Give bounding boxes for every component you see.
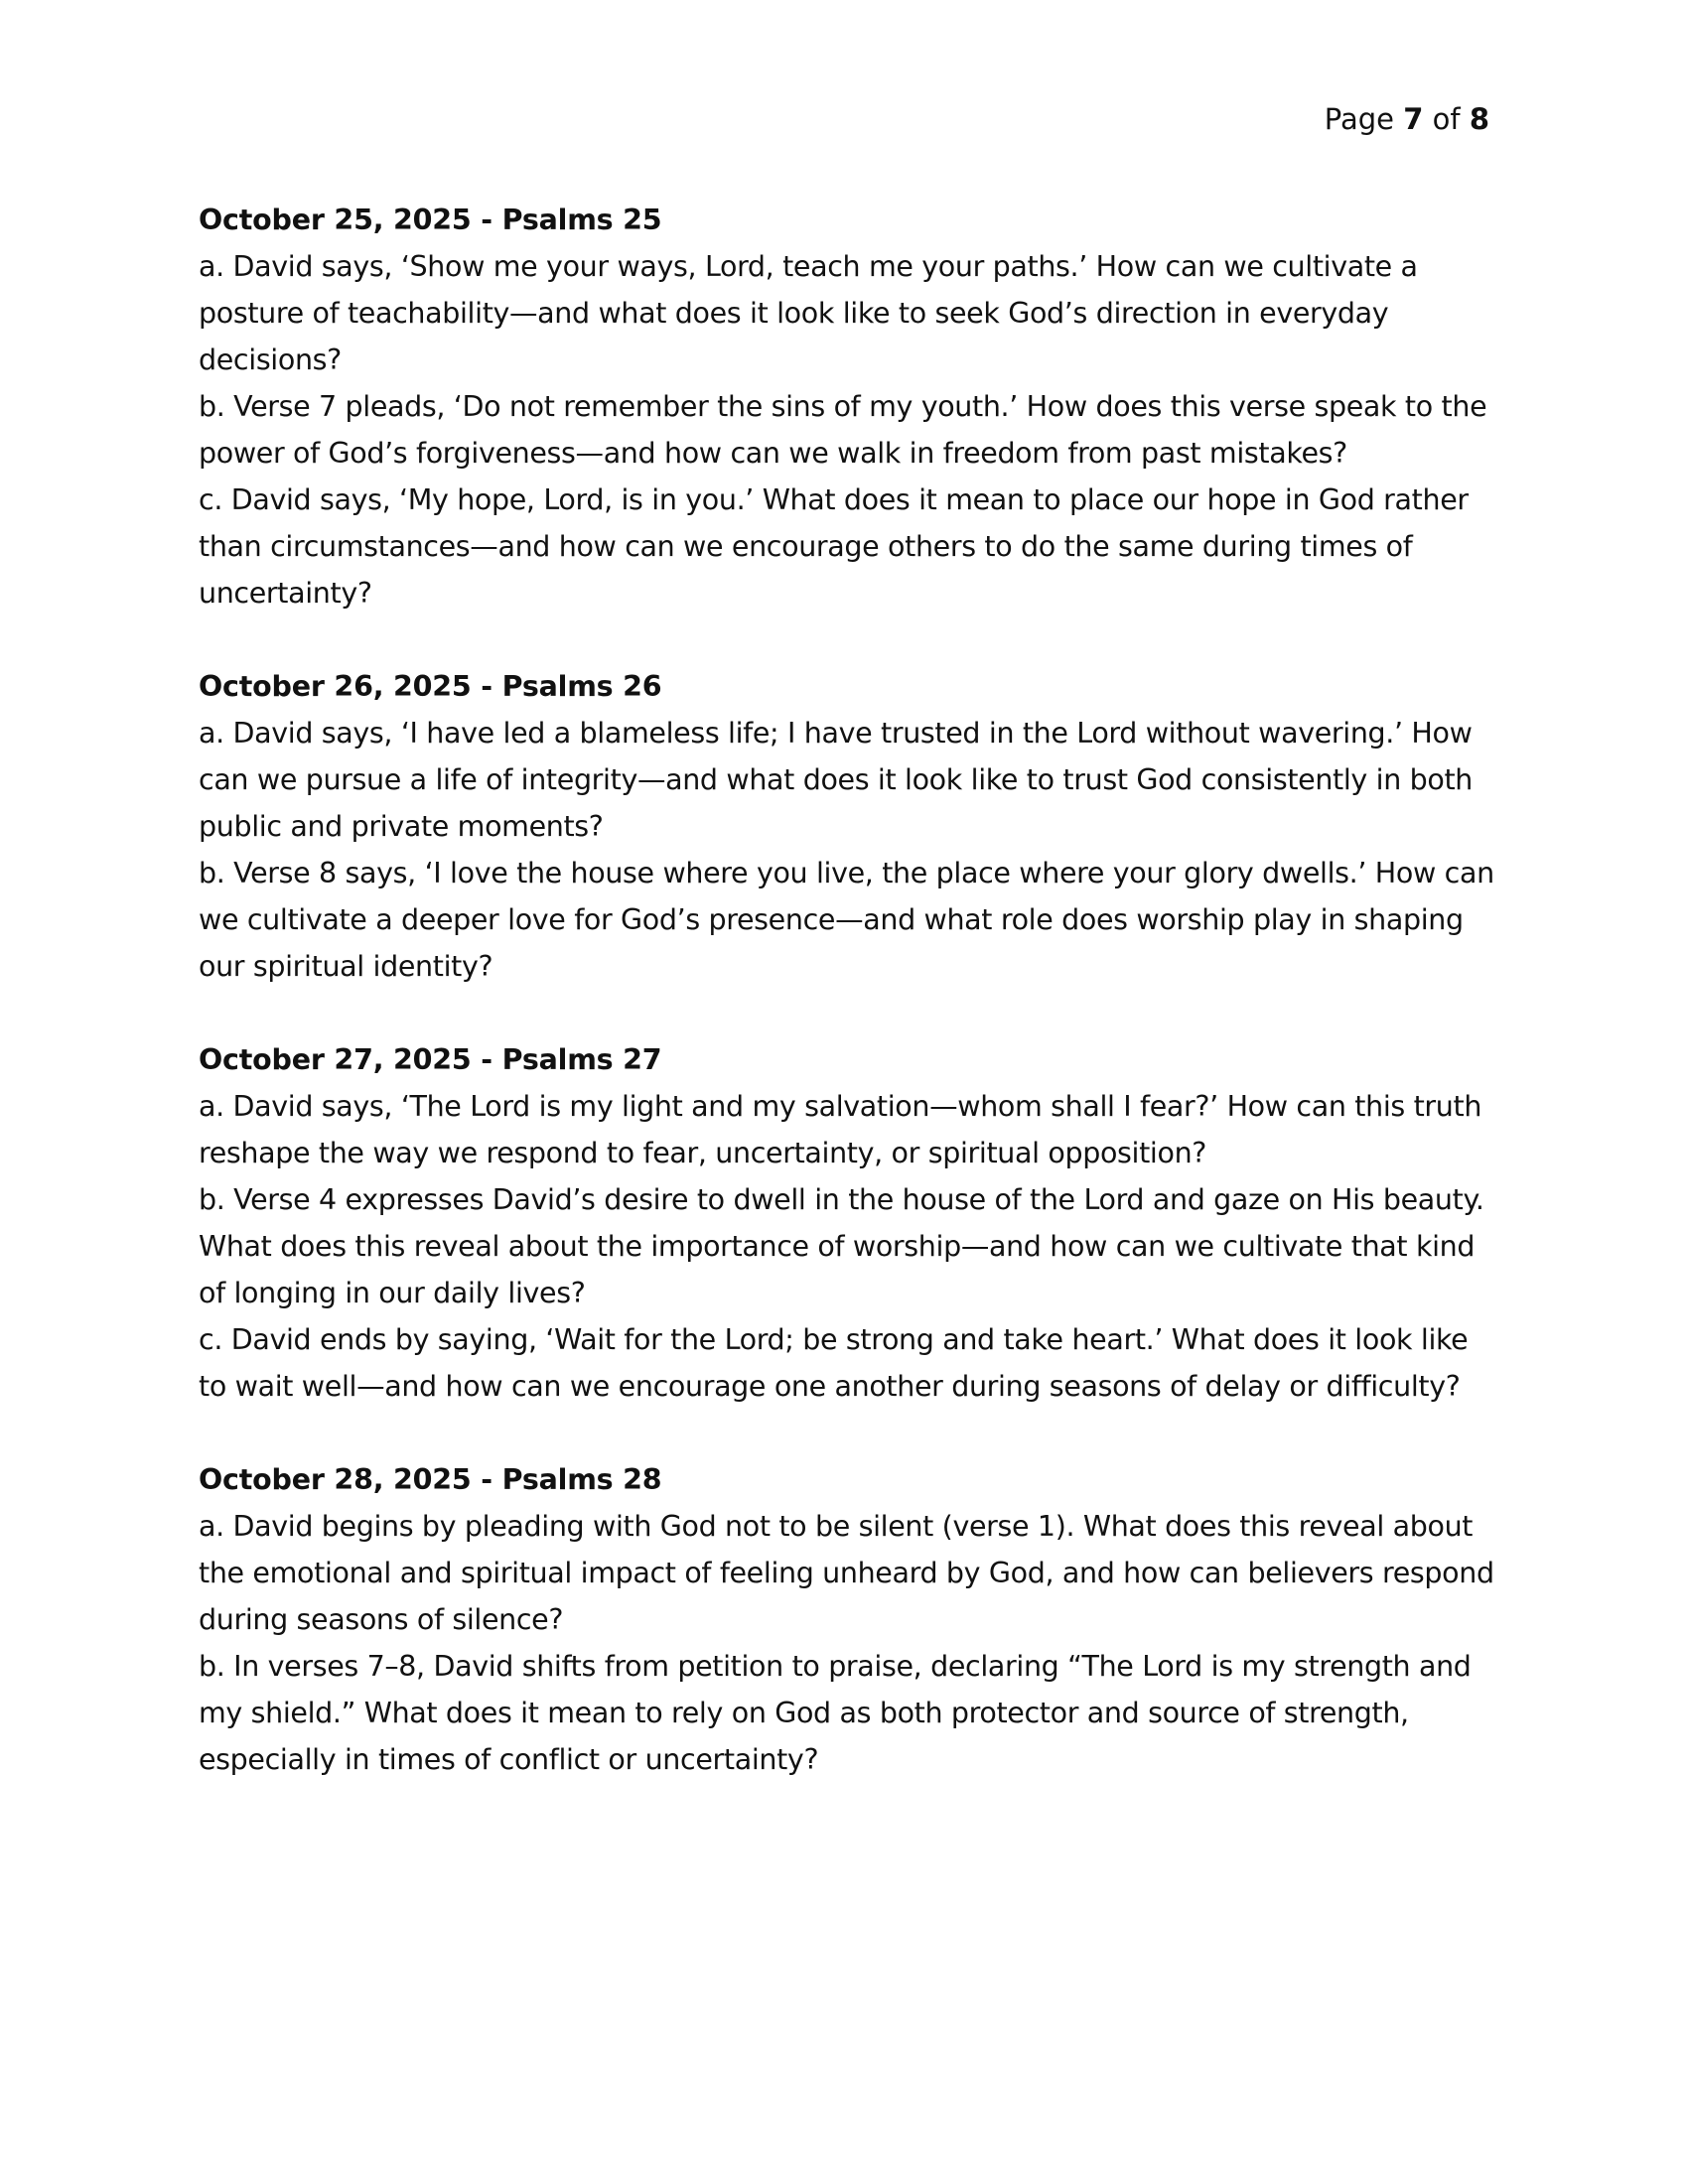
- page-number-current: 7: [1403, 102, 1424, 136]
- entry-october-25: [199, 197, 1499, 616]
- question-item: b. Verse 4 expresses David’s desire to dwell in the house of the Lord and gaze on His beauty. What does this reveal about the importance of worship—and how can we cultivate that kind of longing in our daily lives?: [199, 1183, 1484, 1309]
- question-item: a. David says, ‘I have led a blameless life; I have trusted in the Lord without wavering.’ How can we pursue a life of integrity—and what does it look like to trust God consistently in both public and private moments?: [199, 717, 1474, 843]
- question-item: c. David ends by saying, ‘Wait for the Lord; be strong and take heart.’ What does it look like to wait well—and how can we encourage one another during seasons of delay or difficulty?: [199, 1323, 1469, 1403]
- page-number-prefix: Page: [1324, 102, 1395, 136]
- entry-october-28: [199, 1456, 1499, 1783]
- entry-heading: October 25, 2025 - Psalms 25: [199, 204, 662, 236]
- question-item: b. Verse 7 pleads, ‘Do not remember the sins of my youth.’ How does this verse speak to the power of God’s forgiveness—and how can we walk in freedom from past mistakes?: [199, 390, 1487, 470]
- page-number-total: 8: [1469, 102, 1489, 136]
- question-item: c. David says, ‘My hope, Lord, is in you.’ What does it mean to place our hope in God rather than circumstances—and how can we encourage others to do the same during times of uncertainty?: [199, 483, 1469, 610]
- entry-heading: October 27, 2025 - Psalms 27: [199, 1043, 662, 1076]
- question-item: b. Verse 8 says, ‘I love the house where you live, the place where your glory dwells.’ How can we cultivate a deeper love for God’s presence—and what role does worship play in shaping our spiritual identity?: [199, 857, 1494, 983]
- entry-october-26: [199, 663, 1499, 990]
- page-number: [1325, 99, 1489, 139]
- question-item: a. David says, ‘Show me your ways, Lord, teach me your paths.’ How can we cultivate a posture of teachability—and what does it look like to seek God’s direction in everyday decisions?: [199, 250, 1418, 376]
- entry-october-27: [199, 1036, 1499, 1410]
- document-body: [199, 197, 1499, 1830]
- entry-heading: October 26, 2025 - Psalms 26: [199, 670, 662, 703]
- page-number-separator: of: [1432, 102, 1461, 136]
- question-item: a. David begins by pleading with God not to be silent (verse 1). What does this reveal about the emotional and spiritual impact of feeling unheard by God, and how can believers respond during seasons of silence?: [199, 1510, 1494, 1636]
- question-item: b. In verses 7–8, David shifts from petition to praise, declaring “The Lord is my strength and my shield.” What does it mean to rely on God as both protector and source of strength, especially in times of conflict or uncertainty?: [199, 1650, 1472, 1776]
- entry-heading: October 28, 2025 - Psalms 28: [199, 1463, 662, 1496]
- question-item: a. David says, ‘The Lord is my light and my salvation—whom shall I fear?’ How can this truth reshape the way we respond to fear, uncertainty, or spiritual opposition?: [199, 1090, 1482, 1169]
